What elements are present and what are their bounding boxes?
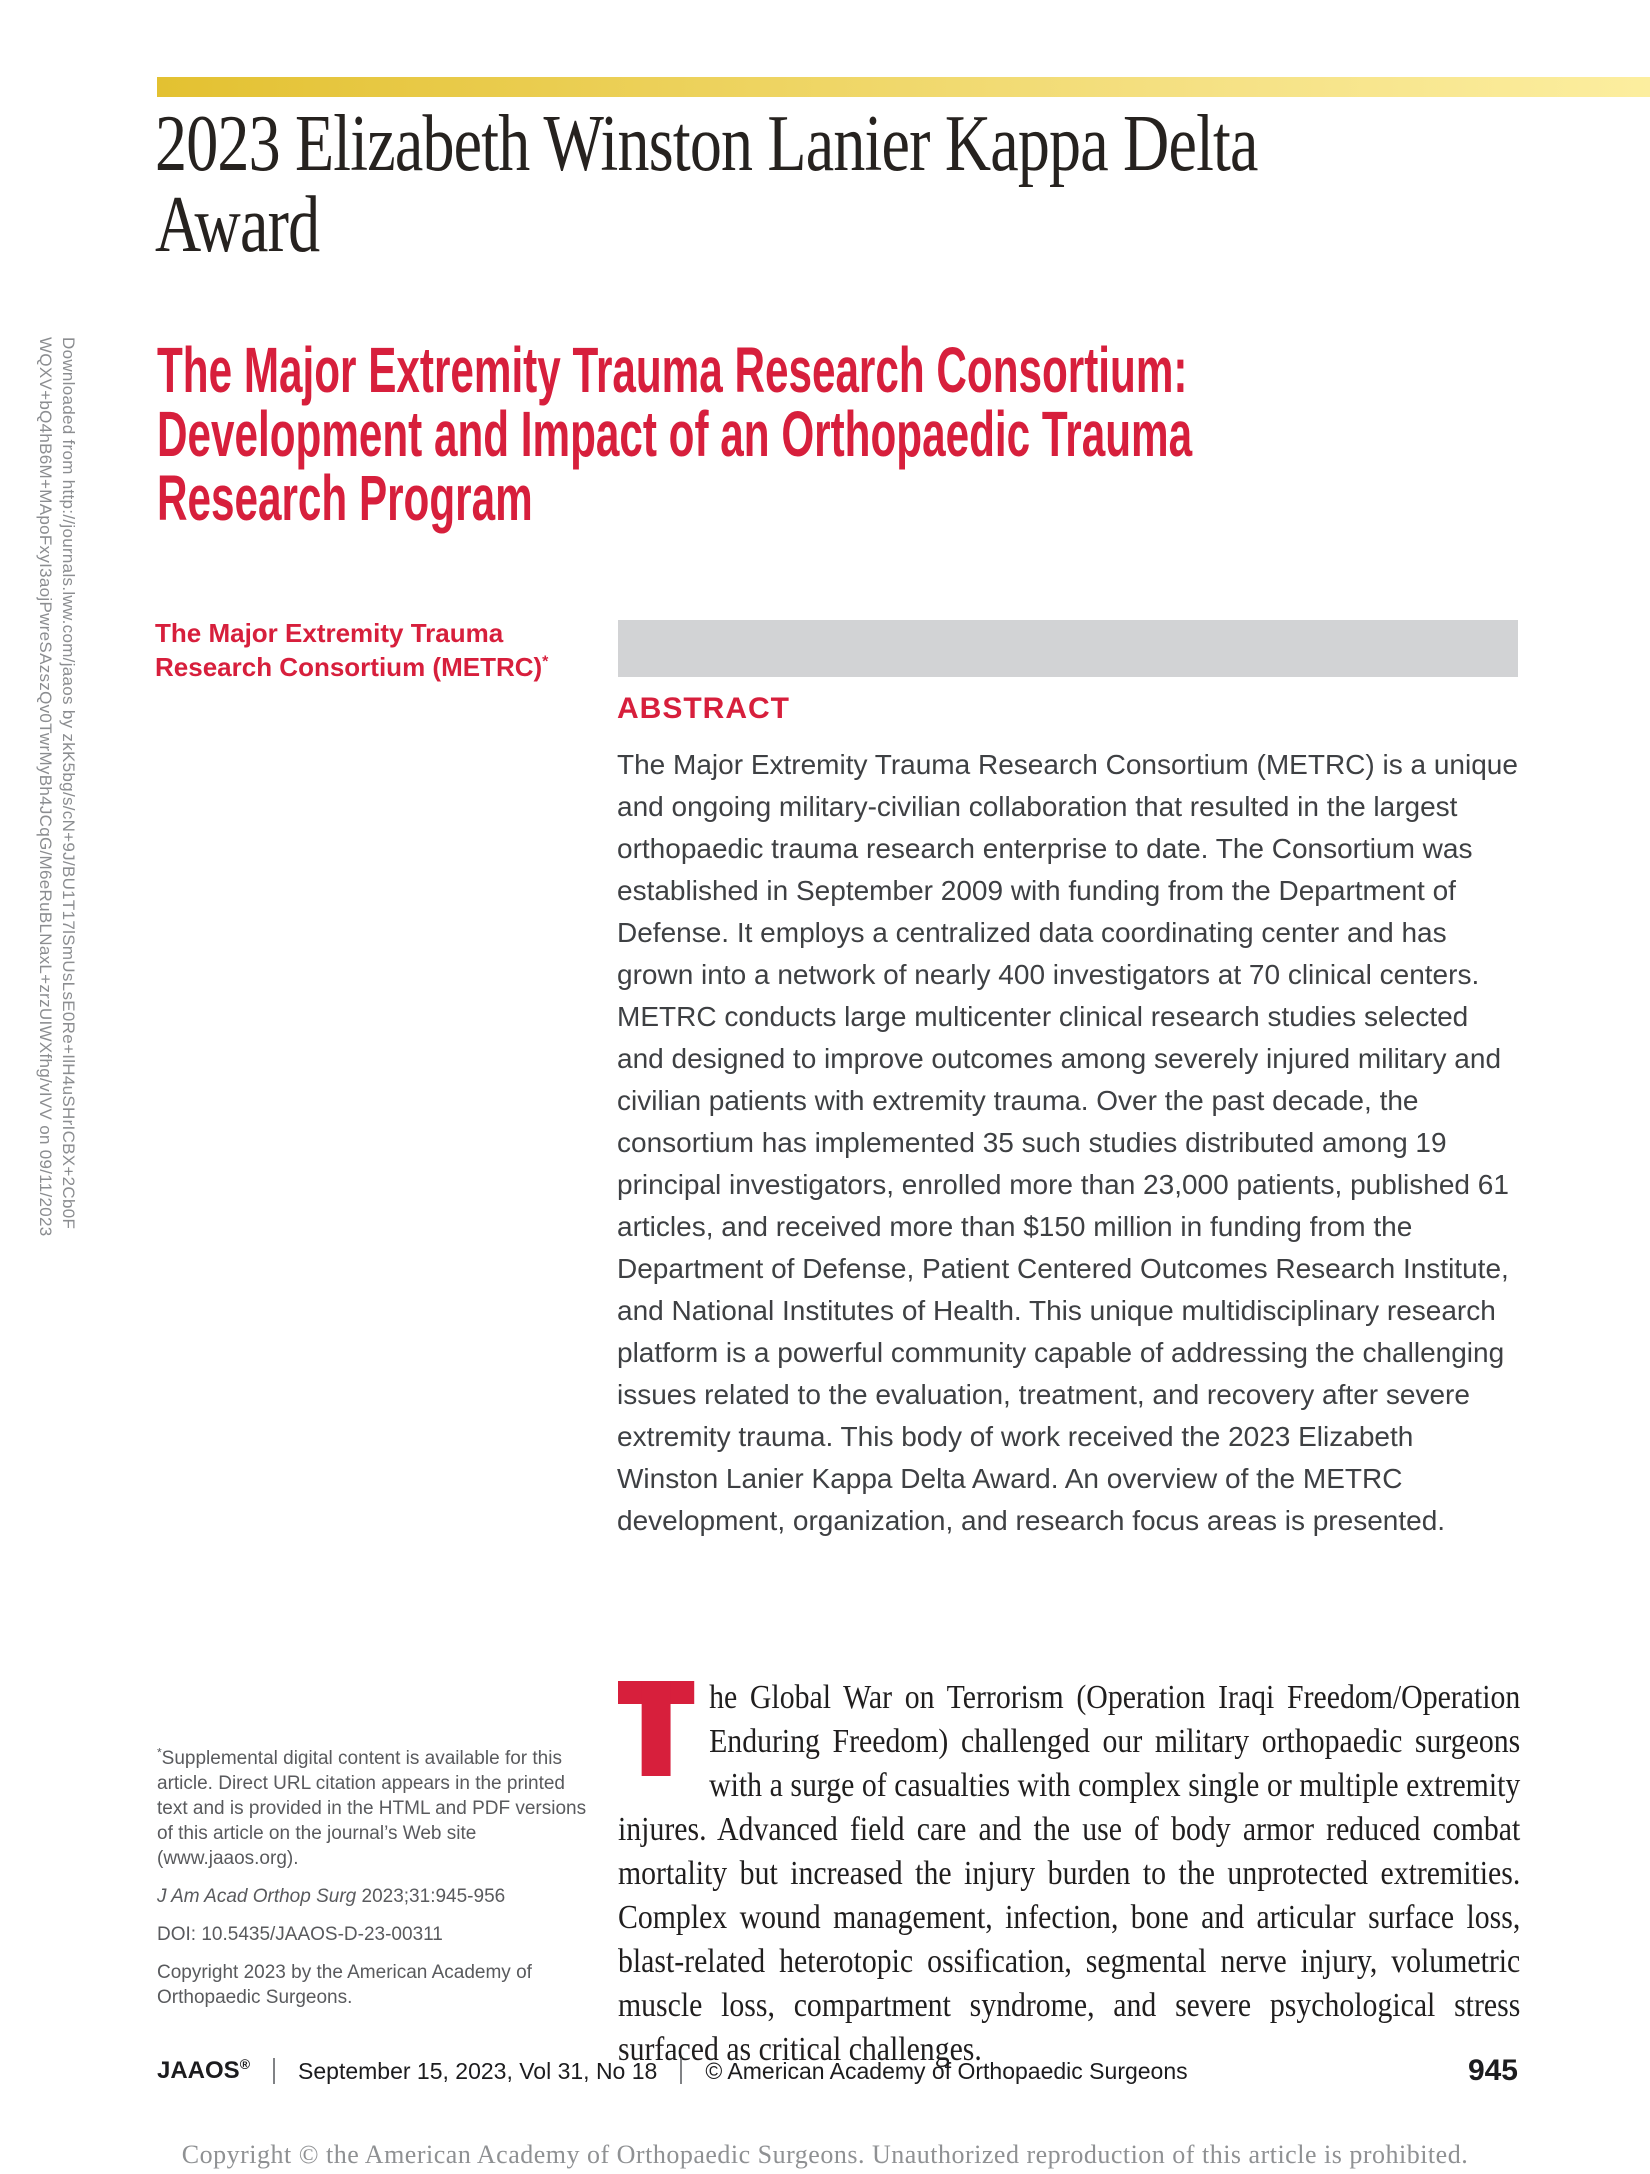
journal-citation [157,1884,593,1909]
footer-divider [680,2058,682,2084]
page-footer [157,2056,1518,2086]
gold-banner-bar [157,77,1650,97]
footnote-supplemental [157,1746,593,1871]
award-title [155,100,1533,269]
abstract-divider-bar [618,620,1518,677]
drop-cap-stem [642,1681,671,1776]
footer-rights: © American Academy of Orthopaedic Surgeons [705,2057,1188,2084]
abstract-heading: ABSTRACT [617,692,790,725]
footer-divider [273,2058,275,2084]
author-byline-line: The Major Extremity Trauma [155,618,504,648]
watermark-line-2: WQXV+bQ4hB6M+MApoFxyI3aojPwreSAzszQv0TwrMyBh4JCqG/M6eRuBLNaxL+zrzUIWXfhg/vIVV on 09/11/2023 [36,337,55,1237]
abstract-text: The Major Extremity Trauma Research Consortium (METRC) is a unique and ongoing military-civilian collaboration that resulted in the largest orthopaedic trauma research enterprise to date. The Consortium was established in September 2009 with funding from the Department of Defense. It employs a centralized data coordinating center and has grown into a network of nearly 400 investigators at 70 clinical centers. METRC conducts large multicenter clinical research studies selected and designed to improve outcomes among severely injured military and civilian patients with extremity trauma. Over the past decade, the consortium has implemented 35 such studies distributed among 19 principal investigators, enrolled more than 23,000 patients, published 61 articles, and received more than $150 million in funding from the Department of Defense, Patient Centered Outcomes Research Institute, and National Institutes of Health. This unique multidisciplinary research platform is a powerful community capable of addressing the challenging issues related to the evaluation, treatment, and recovery after severe extremity trauma. This body of work received the 2023 Elizabeth Winston Lanier Kappa Delta Award. An overview of the METRC development, organization, and research focus areas is presented. [617,749,1518,1536]
author-footnote-marker: * [542,653,549,671]
journal-name [157,2057,250,2085]
intro-text: he Global War on Terrorism (Operation Iraqi Freedom/Operation Enduring Freedom) challenged our military orthopaedic surgeons with a surge of casualties with complex single or multiple extremity injures. Advanced field care and the use of body armor reduced combat mortality but increased the injury burden to the unprotected extremities. Complex wound management, infection, bone and articular surface loss, blast-related heterotopic ossification, segmental nerve injury, volumetric muscle loss, compartment syndrome, and severe psychological stress surfaced as critical challenges. [618,1679,1521,2068]
drop-cap-T [618,1681,694,1776]
footnote-block [157,1746,593,2023]
author-byline-line [155,650,548,684]
page-number: 945 [1467,2054,1518,2087]
article-title-line: Development and Impact of an Orthopaedic Trauma [157,398,1193,470]
footnote-copyright: Copyright 2023 by the American Academy of Orthopaedic Surgeons. [157,1962,532,2008]
download-watermark [34,337,80,1237]
watermark-line-1: Downloaded from http://journals.lww.com/jaaos by zkK5bg/s/cN+9J/BU1T17lSmUsLsE0Re+IlH4uSHrICBX+2Cb0F [59,337,78,1230]
registered-trademark-mark: ® [239,2056,251,2072]
issue-info: September 15, 2023, Vol 31, No 18 [298,2057,658,2084]
intro-paragraph [618,1676,1520,2072]
author-byline [155,616,548,684]
footnote-supplemental-text: Supplemental digital content is available for this article. Direct URL citation appears in the printed text and is provided in the HTML and PDF versions of this article on the journal’s Web site (www.jaaos.org). [157,1748,587,1869]
article-title [157,334,1650,534]
citation-journal-name: J Am Acad Orthop Surg [157,1886,357,1907]
footnote-marker: * [157,1745,162,1760]
award-title-line: 2023 Elizabeth Winston Lanier Kappa Delta [155,100,1258,188]
article-title-line: Research Program [157,462,533,534]
author-byline-text: Research Consortium (METRC) [155,652,543,682]
bottom-copyright-notice: Copyright © the American Academy of Orthopaedic Surgeons. Unauthorized reproduction of this article is prohibited. [181,2140,1469,2169]
doi-line: DOI: 10.5435/JAAOS-D-23-00311 [157,1924,443,1945]
award-title-line: Award [155,181,320,269]
article-title-line: The Major Extremity Trauma Research Consortium: [157,334,1188,406]
journal-name-text: JAAOS [157,2057,240,2084]
citation-detail: 2023;31:945-956 [356,1886,506,1907]
